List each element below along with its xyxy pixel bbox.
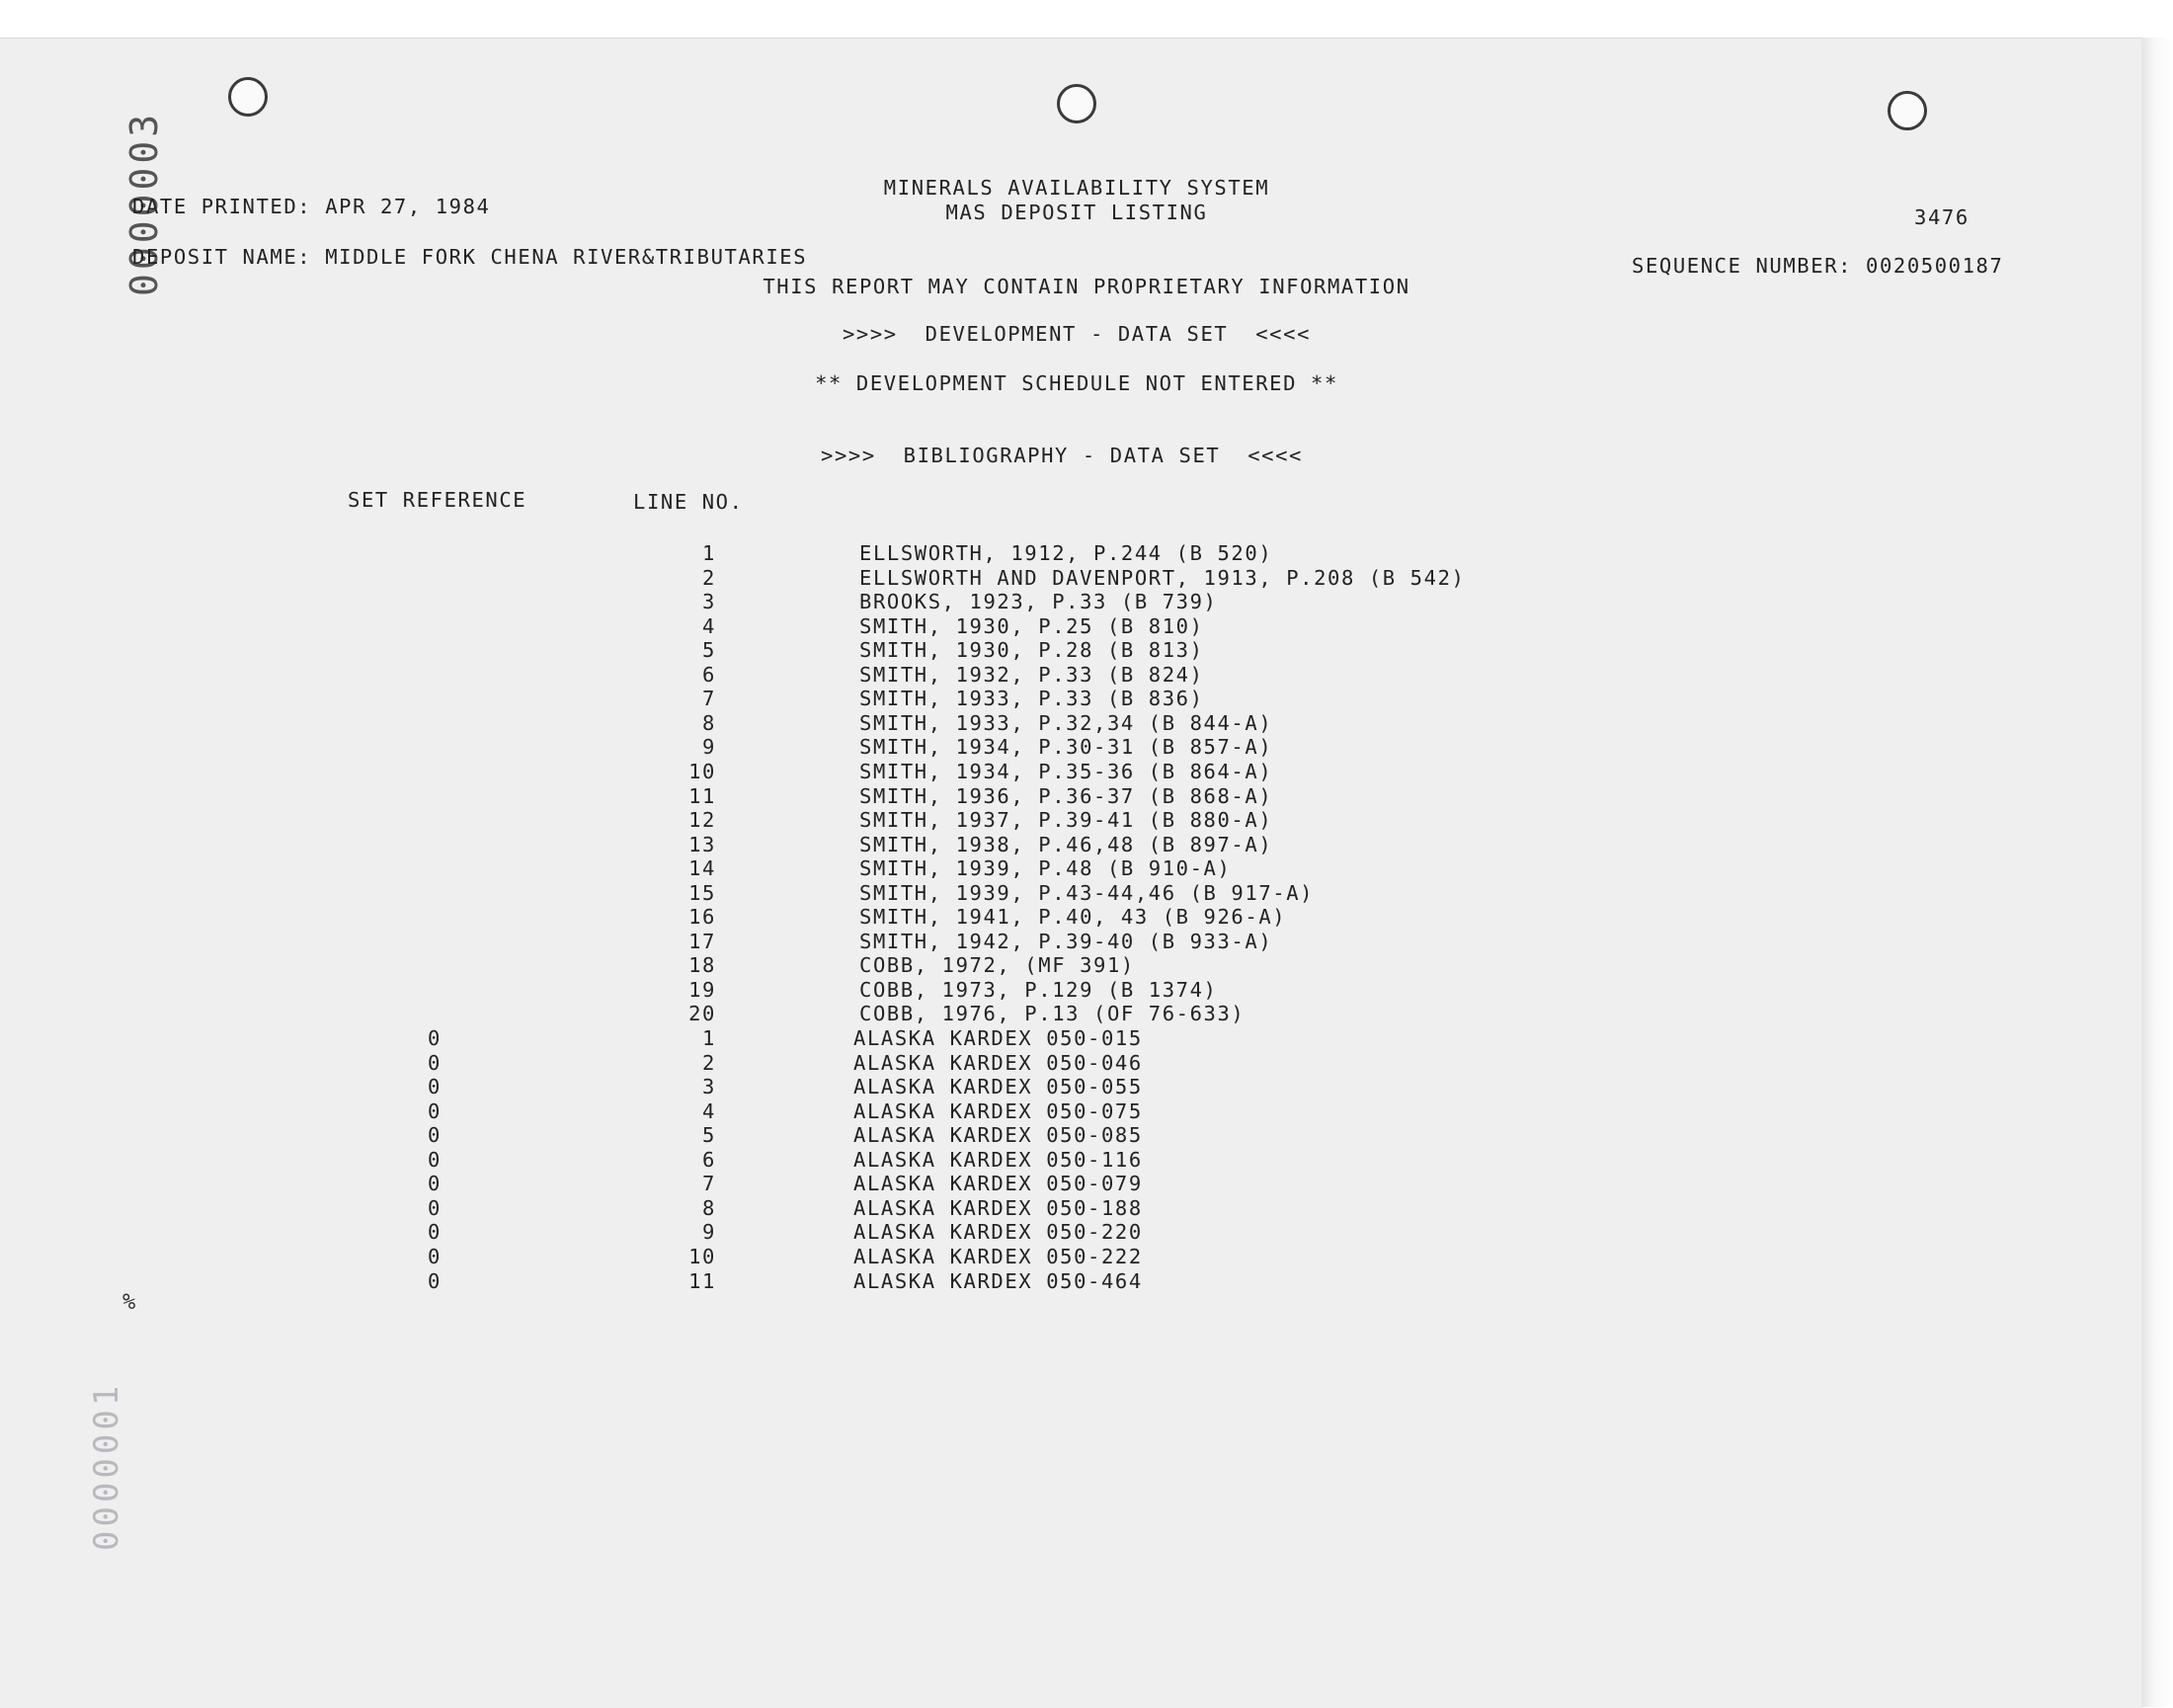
line-no-cell: 4 [702,614,716,638]
set-reference-cell: 0 [428,1099,442,1123]
table-row [0,1051,2173,1075]
table-row [0,711,2173,735]
citation-cell: ALASKA KARDEX 050-116 [853,1148,1143,1172]
table-row [0,1099,2173,1123]
table-row [0,833,2173,856]
table-row [0,1148,2173,1172]
table-row [0,566,2173,590]
set-reference-cell: 0 [428,1220,442,1244]
citation-cell: SMITH, 1933, P.33 (B 836) [859,687,1204,710]
citation-cell: ELLSWORTH AND DAVENPORT, 1913, P.208 (B 542) [859,566,1466,590]
bibliography-heading: >>>> BIBLIOGRAPHY - DATA SET <<<< [821,444,1303,467]
set-reference-cell: 0 [428,1075,442,1098]
citation-cell: SMITH, 1942, P.39-40 (B 933-A) [859,930,1273,953]
citation-cell: ALASKA KARDEX 050-046 [853,1051,1143,1075]
table-row [0,1245,2173,1268]
citation-cell: SMITH, 1933, P.32,34 (B 844-A) [859,711,1273,735]
citation-cell: ALASKA KARDEX 050-079 [853,1172,1143,1195]
line-no-cell: 15 [688,881,716,905]
line-no-cell: 2 [702,1051,716,1075]
date-printed: DATE PRINTED: APR 27, 1984 [132,195,491,218]
citation-cell: COBB, 1972, (MF 391) [859,953,1135,977]
line-no-cell: 6 [702,663,716,687]
table-row [0,856,2173,880]
set-reference-cell: 0 [428,1123,442,1147]
line-no-cell: 10 [688,760,716,783]
table-row [0,1172,2173,1195]
line-no-cell: 13 [688,833,716,856]
table-row [0,784,2173,808]
citation-cell: SMITH, 1932, P.33 (B 824) [859,663,1204,687]
line-no-cell: 12 [688,808,716,832]
citation-cell: ALASKA KARDEX 050-220 [853,1220,1143,1244]
line-no-cell: 11 [688,784,716,808]
table-row [0,687,2173,710]
line-no-cell: 14 [688,856,716,880]
citation-cell: SMITH, 1936, P.36-37 (B 868-A) [859,784,1273,808]
citation-cell: COBB, 1973, P.129 (B 1374) [859,978,1218,1002]
line-no-cell: 8 [702,1196,716,1220]
frame-number-stamp: 0000003 [122,110,166,296]
table-row [0,953,2173,977]
table-row [0,978,2173,1002]
table-row [0,760,2173,783]
punch-hole-right [1888,91,1927,130]
citation-cell: ALASKA KARDEX 050-222 [853,1245,1143,1268]
citation-cell: SMITH, 1934, P.35-36 (B 864-A) [859,760,1273,783]
table-row [0,590,2173,613]
table-row [0,735,2173,759]
listing-title: MAS DEPOSIT LISTING [945,201,1208,224]
citation-cell: ELLSWORTH, 1912, P.244 (B 520) [859,541,1273,565]
table-row [0,905,2173,929]
table-row [0,614,2173,638]
set-reference-cell: 0 [428,1026,442,1050]
set-reference-cell: 0 [428,1245,442,1268]
line-no-cell: 2 [702,566,716,590]
citation-cell: ALASKA KARDEX 050-464 [853,1269,1143,1293]
line-no-cell: 20 [688,1002,716,1025]
citation-cell: COBB, 1976, P.13 (OF 76-633) [859,1002,1246,1025]
deposit-name: DEPOSIT NAME: MIDDLE FORK CHENA RIVER&TRIBUTARIES [132,245,808,269]
citation-cell: SMITH, 1930, P.28 (B 813) [859,638,1204,662]
table-row [0,541,2173,565]
set-reference-cell: 0 [428,1051,442,1075]
line-no-cell: 11 [688,1269,716,1293]
line-no-cell: 17 [688,930,716,953]
set-reference-cell: 0 [428,1148,442,1172]
table-row [0,1196,2173,1220]
line-no-cell: 18 [688,953,716,977]
development-heading: >>>> DEVELOPMENT - DATA SET <<<< [842,322,1312,346]
line-no-cell: 5 [702,1123,716,1147]
proprietary-notice: THIS REPORT MAY CONTAIN PROPRIETARY INFORMATION [763,275,1410,298]
citation-cell: SMITH, 1939, P.43-44,46 (B 917-A) [859,881,1315,905]
table-row [0,1075,2173,1098]
footer-mark: % [122,1290,137,1315]
line-no-cell: 7 [702,1172,716,1195]
citation-cell: SMITH, 1938, P.46,48 (B 897-A) [859,833,1273,856]
line-no-cell: 16 [688,905,716,929]
table-row [0,1026,2173,1050]
citation-cell: ALASKA KARDEX 050-015 [853,1026,1143,1050]
line-no-cell: 4 [702,1099,716,1123]
page-number: 3476 [1914,205,1970,229]
development-status: ** DEVELOPMENT SCHEDULE NOT ENTERED ** [815,371,1338,395]
line-no-cell: 1 [702,541,716,565]
system-title: MINERALS AVAILABILITY SYSTEM [883,176,1270,200]
table-row [0,930,2173,953]
col-header-set-reference: SET REFERENCE [348,488,527,512]
citation-cell: ALASKA KARDEX 050-055 [853,1075,1143,1098]
citation-cell: SMITH, 1937, P.39-41 (B 880-A) [859,808,1273,832]
citation-cell: ALASKA KARDEX 050-075 [853,1099,1143,1123]
line-no-cell: 3 [702,590,716,613]
line-no-cell: 8 [702,711,716,735]
table-row [0,1220,2173,1244]
line-no-cell: 6 [702,1148,716,1172]
frame-number-stamp-faint: 0000001 [87,1381,126,1551]
line-no-cell: 10 [688,1245,716,1268]
set-reference-cell: 0 [428,1172,442,1195]
line-no-cell: 3 [702,1075,716,1098]
set-reference-cell: 0 [428,1196,442,1220]
table-row [0,808,2173,832]
col-header-line-no: LINE NO. [633,490,744,514]
line-no-cell: 9 [702,735,716,759]
table-row [0,1123,2173,1147]
sequence-number: SEQUENCE NUMBER: 0020500187 [1632,254,2004,278]
citation-cell: SMITH, 1930, P.25 (B 810) [859,614,1204,638]
citation-cell: SMITH, 1939, P.48 (B 910-A) [859,856,1232,880]
line-no-cell: 5 [702,638,716,662]
table-row [0,1269,2173,1293]
citation-cell: SMITH, 1934, P.30-31 (B 857-A) [859,735,1273,759]
table-row [0,663,2173,687]
citation-cell: ALASKA KARDEX 050-188 [853,1196,1143,1220]
line-no-cell: 9 [702,1220,716,1244]
citation-cell: ALASKA KARDEX 050-085 [853,1123,1143,1147]
line-no-cell: 1 [702,1026,716,1050]
table-row [0,1002,2173,1025]
set-reference-cell: 0 [428,1269,442,1293]
line-no-cell: 19 [688,978,716,1002]
table-row [0,881,2173,905]
line-no-cell: 7 [702,687,716,710]
citation-cell: BROOKS, 1923, P.33 (B 739) [859,590,1218,613]
table-row [0,638,2173,662]
punch-hole-left [228,77,268,117]
citation-cell: SMITH, 1941, P.40, 43 (B 926-A) [859,905,1287,929]
punch-hole-center [1057,84,1096,123]
